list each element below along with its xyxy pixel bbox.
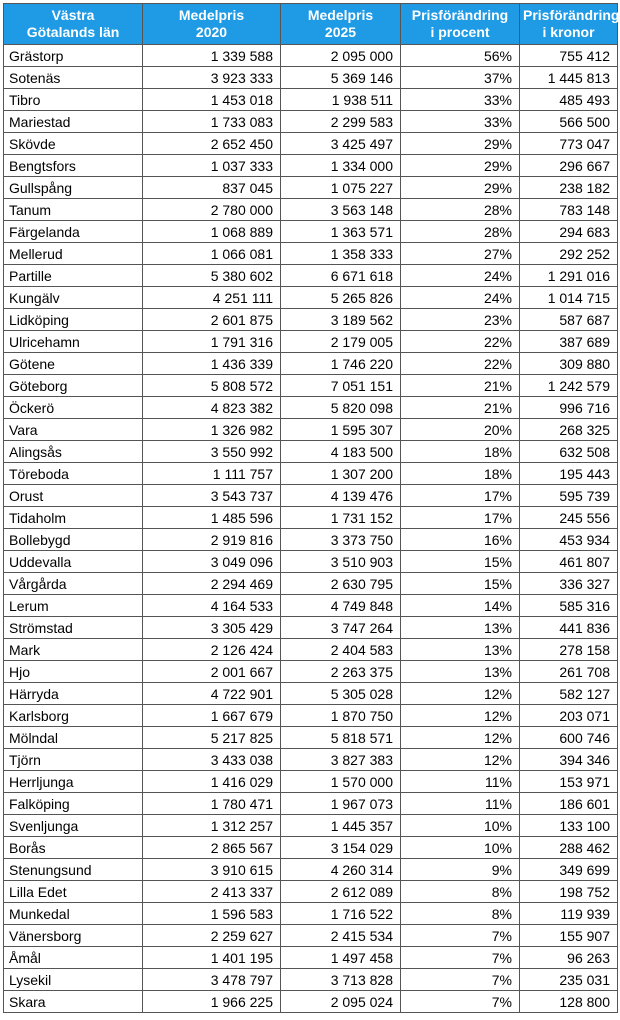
change-kronor-cell: 441 836 bbox=[520, 617, 618, 639]
table-row bbox=[4, 89, 618, 111]
table-row bbox=[4, 199, 618, 221]
table-row bbox=[4, 771, 618, 793]
avg-price-2020-cell: 4 164 533 bbox=[143, 595, 281, 617]
change-kronor-cell: 245 556 bbox=[520, 507, 618, 529]
municipality-cell: Bollebygd bbox=[4, 529, 143, 551]
table-row bbox=[4, 617, 618, 639]
header-avg-price-2020: Medelpris 2020 bbox=[143, 4, 281, 45]
change-percent-cell: 12% bbox=[401, 683, 520, 705]
change-kronor-cell: 582 127 bbox=[520, 683, 618, 705]
municipality-cell: Tanum bbox=[4, 199, 143, 221]
change-kronor-cell: 1 291 016 bbox=[520, 265, 618, 287]
avg-price-2020-cell: 1 416 029 bbox=[143, 771, 281, 793]
change-kronor-cell: 153 971 bbox=[520, 771, 618, 793]
table-row bbox=[4, 419, 618, 441]
table-row bbox=[4, 155, 618, 177]
municipality-cell: Götene bbox=[4, 353, 143, 375]
avg-price-2020-cell: 3 305 429 bbox=[143, 617, 281, 639]
table-row bbox=[4, 177, 618, 199]
avg-price-2025-cell: 3 425 497 bbox=[281, 133, 401, 155]
change-kronor-cell: 600 746 bbox=[520, 727, 618, 749]
avg-price-2025-cell: 1 731 152 bbox=[281, 507, 401, 529]
municipality-cell: Vara bbox=[4, 419, 143, 441]
change-kronor-cell: 309 880 bbox=[520, 353, 618, 375]
change-kronor-cell: 595 739 bbox=[520, 485, 618, 507]
avg-price-2025-cell: 5 820 098 bbox=[281, 397, 401, 419]
avg-price-2025-cell: 3 747 264 bbox=[281, 617, 401, 639]
change-kronor-cell: 996 716 bbox=[520, 397, 618, 419]
change-percent-cell: 15% bbox=[401, 551, 520, 573]
table-row bbox=[4, 485, 618, 507]
change-percent-cell: 56% bbox=[401, 45, 520, 67]
municipality-cell: Kungälv bbox=[4, 287, 143, 309]
avg-price-2025-cell: 1 870 750 bbox=[281, 705, 401, 727]
change-percent-cell: 15% bbox=[401, 573, 520, 595]
change-kronor-cell: 261 708 bbox=[520, 661, 618, 683]
change-percent-cell: 11% bbox=[401, 771, 520, 793]
change-percent-cell: 27% bbox=[401, 243, 520, 265]
table-row bbox=[4, 661, 618, 683]
header-municipality: Västra Götalands län bbox=[4, 4, 143, 45]
avg-price-2025-cell: 2 404 583 bbox=[281, 639, 401, 661]
avg-price-2020-cell: 2 780 000 bbox=[143, 199, 281, 221]
change-kronor-cell: 783 148 bbox=[520, 199, 618, 221]
municipality-cell: Mark bbox=[4, 639, 143, 661]
municipality-cell: Falköping bbox=[4, 793, 143, 815]
municipality-cell: Munkedal bbox=[4, 903, 143, 925]
avg-price-2025-cell: 1 716 522 bbox=[281, 903, 401, 925]
change-percent-cell: 9% bbox=[401, 859, 520, 881]
avg-price-2020-cell: 1 339 588 bbox=[143, 45, 281, 67]
avg-price-2020-cell: 1 326 982 bbox=[143, 419, 281, 441]
change-percent-cell: 8% bbox=[401, 903, 520, 925]
municipality-cell: Göteborg bbox=[4, 375, 143, 397]
change-kronor-cell: 453 934 bbox=[520, 529, 618, 551]
avg-price-2020-cell: 3 049 096 bbox=[143, 551, 281, 573]
change-percent-cell: 29% bbox=[401, 133, 520, 155]
avg-price-2025-cell: 3 827 383 bbox=[281, 749, 401, 771]
change-percent-cell: 33% bbox=[401, 111, 520, 133]
change-kronor-cell: 587 687 bbox=[520, 309, 618, 331]
table-row bbox=[4, 595, 618, 617]
avg-price-2025-cell: 1 967 073 bbox=[281, 793, 401, 815]
municipality-cell: Herrljunga bbox=[4, 771, 143, 793]
table-row bbox=[4, 133, 618, 155]
change-kronor-cell: 387 689 bbox=[520, 331, 618, 353]
change-percent-cell: 14% bbox=[401, 595, 520, 617]
avg-price-2020-cell: 1 037 333 bbox=[143, 155, 281, 177]
table-row bbox=[4, 111, 618, 133]
change-percent-cell: 7% bbox=[401, 925, 520, 947]
change-percent-cell: 23% bbox=[401, 309, 520, 331]
table-row bbox=[4, 705, 618, 727]
avg-price-2020-cell: 1 111 757 bbox=[143, 463, 281, 485]
avg-price-2020-cell: 837 045 bbox=[143, 177, 281, 199]
change-kronor-cell: 292 252 bbox=[520, 243, 618, 265]
change-percent-cell: 8% bbox=[401, 881, 520, 903]
table-row bbox=[4, 639, 618, 661]
municipality-cell: Mellerud bbox=[4, 243, 143, 265]
avg-price-2020-cell: 1 966 225 bbox=[143, 991, 281, 1013]
table-row bbox=[4, 397, 618, 419]
change-percent-cell: 13% bbox=[401, 617, 520, 639]
avg-price-2025-cell: 5 305 028 bbox=[281, 683, 401, 705]
table-row bbox=[4, 859, 618, 881]
municipality-cell: Gullspång bbox=[4, 177, 143, 199]
change-kronor-cell: 1 445 813 bbox=[520, 67, 618, 89]
avg-price-2025-cell: 7 051 151 bbox=[281, 375, 401, 397]
header-change-kronor: Prisförändring i kronor bbox=[520, 4, 618, 45]
avg-price-2025-cell: 2 299 583 bbox=[281, 111, 401, 133]
table-row bbox=[4, 881, 618, 903]
table-row bbox=[4, 925, 618, 947]
avg-price-2025-cell: 1 307 200 bbox=[281, 463, 401, 485]
table-row bbox=[4, 903, 618, 925]
change-kronor-cell: 1 242 579 bbox=[520, 375, 618, 397]
header-change-percent: Prisförändring i procent bbox=[401, 4, 520, 45]
change-percent-cell: 7% bbox=[401, 969, 520, 991]
change-kronor-cell: 155 907 bbox=[520, 925, 618, 947]
change-percent-cell: 10% bbox=[401, 837, 520, 859]
table-row bbox=[4, 441, 618, 463]
municipality-cell: Öckerö bbox=[4, 397, 143, 419]
table-row bbox=[4, 793, 618, 815]
table-row bbox=[4, 265, 618, 287]
avg-price-2025-cell: 5 818 571 bbox=[281, 727, 401, 749]
change-percent-cell: 11% bbox=[401, 793, 520, 815]
avg-price-2025-cell: 1 746 220 bbox=[281, 353, 401, 375]
change-kronor-cell: 349 699 bbox=[520, 859, 618, 881]
table-body bbox=[4, 45, 618, 1013]
avg-price-2025-cell: 2 095 000 bbox=[281, 45, 401, 67]
avg-price-2020-cell: 5 808 572 bbox=[143, 375, 281, 397]
avg-price-2020-cell: 2 919 816 bbox=[143, 529, 281, 551]
table-row bbox=[4, 551, 618, 573]
avg-price-2020-cell: 2 001 667 bbox=[143, 661, 281, 683]
municipality-cell: Mölndal bbox=[4, 727, 143, 749]
table-row bbox=[4, 573, 618, 595]
change-kronor-cell: 632 508 bbox=[520, 441, 618, 463]
avg-price-2025-cell: 6 671 618 bbox=[281, 265, 401, 287]
change-kronor-cell: 485 493 bbox=[520, 89, 618, 111]
change-kronor-cell: 238 182 bbox=[520, 177, 618, 199]
avg-price-2020-cell: 1 596 583 bbox=[143, 903, 281, 925]
avg-price-2020-cell: 1 780 471 bbox=[143, 793, 281, 815]
table-row bbox=[4, 463, 618, 485]
municipality-cell: Hjo bbox=[4, 661, 143, 683]
avg-price-2025-cell: 3 373 750 bbox=[281, 529, 401, 551]
change-kronor-cell: 461 807 bbox=[520, 551, 618, 573]
header-row bbox=[4, 4, 618, 45]
table-header bbox=[4, 4, 618, 45]
avg-price-2025-cell: 4 749 848 bbox=[281, 595, 401, 617]
avg-price-2025-cell: 1 497 458 bbox=[281, 947, 401, 969]
table-row bbox=[4, 947, 618, 969]
municipality-cell: Tibro bbox=[4, 89, 143, 111]
municipality-cell: Töreboda bbox=[4, 463, 143, 485]
change-kronor-cell: 336 327 bbox=[520, 573, 618, 595]
avg-price-2020-cell: 1 453 018 bbox=[143, 89, 281, 111]
price-table bbox=[3, 3, 618, 1013]
avg-price-2020-cell: 2 865 567 bbox=[143, 837, 281, 859]
change-kronor-cell: 294 683 bbox=[520, 221, 618, 243]
table-row bbox=[4, 749, 618, 771]
change-percent-cell: 12% bbox=[401, 705, 520, 727]
change-kronor-cell: 186 601 bbox=[520, 793, 618, 815]
change-kronor-cell: 566 500 bbox=[520, 111, 618, 133]
table-row bbox=[4, 683, 618, 705]
table-row bbox=[4, 375, 618, 397]
municipality-cell: Strömstad bbox=[4, 617, 143, 639]
municipality-cell: Uddevalla bbox=[4, 551, 143, 573]
avg-price-2020-cell: 4 823 382 bbox=[143, 397, 281, 419]
avg-price-2025-cell: 3 563 148 bbox=[281, 199, 401, 221]
municipality-cell: Åmål bbox=[4, 947, 143, 969]
avg-price-2020-cell: 2 126 424 bbox=[143, 639, 281, 661]
change-percent-cell: 22% bbox=[401, 353, 520, 375]
table-row bbox=[4, 837, 618, 859]
avg-price-2020-cell: 2 601 875 bbox=[143, 309, 281, 331]
change-percent-cell: 10% bbox=[401, 815, 520, 837]
avg-price-2020-cell: 1 066 081 bbox=[143, 243, 281, 265]
change-kronor-cell: 585 316 bbox=[520, 595, 618, 617]
municipality-cell: Stenungsund bbox=[4, 859, 143, 881]
table-row bbox=[4, 353, 618, 375]
table-row bbox=[4, 309, 618, 331]
municipality-cell: Lysekil bbox=[4, 969, 143, 991]
municipality-cell: Bengtsfors bbox=[4, 155, 143, 177]
avg-price-2025-cell: 4 183 500 bbox=[281, 441, 401, 463]
avg-price-2020-cell: 3 478 797 bbox=[143, 969, 281, 991]
table-row bbox=[4, 331, 618, 353]
avg-price-2025-cell: 1 938 511 bbox=[281, 89, 401, 111]
avg-price-2020-cell: 1 068 889 bbox=[143, 221, 281, 243]
change-kronor-cell: 198 752 bbox=[520, 881, 618, 903]
change-percent-cell: 22% bbox=[401, 331, 520, 353]
change-percent-cell: 21% bbox=[401, 375, 520, 397]
avg-price-2020-cell: 3 923 333 bbox=[143, 67, 281, 89]
avg-price-2025-cell: 3 713 828 bbox=[281, 969, 401, 991]
table-row bbox=[4, 67, 618, 89]
municipality-cell: Partille bbox=[4, 265, 143, 287]
avg-price-2025-cell: 2 612 089 bbox=[281, 881, 401, 903]
avg-price-2020-cell: 2 294 469 bbox=[143, 573, 281, 595]
municipality-cell: Skara bbox=[4, 991, 143, 1013]
change-percent-cell: 37% bbox=[401, 67, 520, 89]
change-kronor-cell: 773 047 bbox=[520, 133, 618, 155]
change-percent-cell: 7% bbox=[401, 947, 520, 969]
change-kronor-cell: 1 014 715 bbox=[520, 287, 618, 309]
avg-price-2020-cell: 1 312 257 bbox=[143, 815, 281, 837]
change-kronor-cell: 235 031 bbox=[520, 969, 618, 991]
table-row bbox=[4, 529, 618, 551]
table-row bbox=[4, 727, 618, 749]
avg-price-2020-cell: 3 910 615 bbox=[143, 859, 281, 881]
avg-price-2020-cell: 1 436 339 bbox=[143, 353, 281, 375]
avg-price-2025-cell: 4 260 314 bbox=[281, 859, 401, 881]
avg-price-2025-cell: 2 415 534 bbox=[281, 925, 401, 947]
change-percent-cell: 28% bbox=[401, 199, 520, 221]
municipality-cell: Svenljunga bbox=[4, 815, 143, 837]
avg-price-2025-cell: 5 369 146 bbox=[281, 67, 401, 89]
avg-price-2020-cell: 2 652 450 bbox=[143, 133, 281, 155]
avg-price-2025-cell: 5 265 826 bbox=[281, 287, 401, 309]
avg-price-2020-cell: 2 413 337 bbox=[143, 881, 281, 903]
municipality-cell: Härryda bbox=[4, 683, 143, 705]
avg-price-2020-cell: 1 791 316 bbox=[143, 331, 281, 353]
table-row bbox=[4, 991, 618, 1013]
avg-price-2020-cell: 4 251 111 bbox=[143, 287, 281, 309]
municipality-cell: Orust bbox=[4, 485, 143, 507]
avg-price-2025-cell: 1 334 000 bbox=[281, 155, 401, 177]
avg-price-2025-cell: 3 154 029 bbox=[281, 837, 401, 859]
municipality-cell: Färgelanda bbox=[4, 221, 143, 243]
municipality-cell: Lilla Edet bbox=[4, 881, 143, 903]
change-kronor-cell: 296 667 bbox=[520, 155, 618, 177]
avg-price-2020-cell: 3 550 992 bbox=[143, 441, 281, 463]
change-percent-cell: 12% bbox=[401, 727, 520, 749]
change-percent-cell: 17% bbox=[401, 507, 520, 529]
municipality-cell: Lerum bbox=[4, 595, 143, 617]
municipality-cell: Skövde bbox=[4, 133, 143, 155]
municipality-cell: Vänersborg bbox=[4, 925, 143, 947]
change-percent-cell: 12% bbox=[401, 749, 520, 771]
change-kronor-cell: 119 939 bbox=[520, 903, 618, 925]
municipality-cell: Tjörn bbox=[4, 749, 143, 771]
avg-price-2025-cell: 4 139 476 bbox=[281, 485, 401, 507]
change-kronor-cell: 133 100 bbox=[520, 815, 618, 837]
change-percent-cell: 16% bbox=[401, 529, 520, 551]
change-percent-cell: 24% bbox=[401, 287, 520, 309]
avg-price-2025-cell: 3 510 903 bbox=[281, 551, 401, 573]
change-kronor-cell: 288 462 bbox=[520, 837, 618, 859]
avg-price-2025-cell: 1 075 227 bbox=[281, 177, 401, 199]
avg-price-2025-cell: 1 445 357 bbox=[281, 815, 401, 837]
change-percent-cell: 13% bbox=[401, 639, 520, 661]
table-row bbox=[4, 507, 618, 529]
change-kronor-cell: 203 071 bbox=[520, 705, 618, 727]
price-table-container bbox=[3, 3, 618, 1013]
change-percent-cell: 7% bbox=[401, 991, 520, 1013]
avg-price-2025-cell: 2 095 024 bbox=[281, 991, 401, 1013]
avg-price-2025-cell: 2 263 375 bbox=[281, 661, 401, 683]
table-row bbox=[4, 243, 618, 265]
municipality-cell: Ulricehamn bbox=[4, 331, 143, 353]
change-kronor-cell: 195 443 bbox=[520, 463, 618, 485]
municipality-cell: Lidköping bbox=[4, 309, 143, 331]
table-row bbox=[4, 287, 618, 309]
change-percent-cell: 13% bbox=[401, 661, 520, 683]
municipality-cell: Karlsborg bbox=[4, 705, 143, 727]
avg-price-2025-cell: 1 358 333 bbox=[281, 243, 401, 265]
avg-price-2020-cell: 5 380 602 bbox=[143, 265, 281, 287]
avg-price-2020-cell: 3 543 737 bbox=[143, 485, 281, 507]
avg-price-2020-cell: 4 722 901 bbox=[143, 683, 281, 705]
change-percent-cell: 28% bbox=[401, 221, 520, 243]
change-percent-cell: 29% bbox=[401, 177, 520, 199]
avg-price-2020-cell: 3 433 038 bbox=[143, 749, 281, 771]
avg-price-2025-cell: 2 630 795 bbox=[281, 573, 401, 595]
avg-price-2020-cell: 1 485 596 bbox=[143, 507, 281, 529]
change-percent-cell: 33% bbox=[401, 89, 520, 111]
change-percent-cell: 29% bbox=[401, 155, 520, 177]
avg-price-2025-cell: 3 189 562 bbox=[281, 309, 401, 331]
change-kronor-cell: 755 412 bbox=[520, 45, 618, 67]
change-kronor-cell: 96 263 bbox=[520, 947, 618, 969]
change-kronor-cell: 278 158 bbox=[520, 639, 618, 661]
change-kronor-cell: 394 346 bbox=[520, 749, 618, 771]
avg-price-2025-cell: 2 179 005 bbox=[281, 331, 401, 353]
avg-price-2025-cell: 1 595 307 bbox=[281, 419, 401, 441]
avg-price-2025-cell: 1 363 571 bbox=[281, 221, 401, 243]
table-row bbox=[4, 969, 618, 991]
municipality-cell: Borås bbox=[4, 837, 143, 859]
change-percent-cell: 17% bbox=[401, 485, 520, 507]
avg-price-2020-cell: 5 217 825 bbox=[143, 727, 281, 749]
header-avg-price-2025: Medelpris 2025 bbox=[281, 4, 401, 45]
table-row bbox=[4, 221, 618, 243]
table-row bbox=[4, 45, 618, 67]
table-row bbox=[4, 815, 618, 837]
municipality-cell: Alingsås bbox=[4, 441, 143, 463]
avg-price-2020-cell: 1 733 083 bbox=[143, 111, 281, 133]
change-percent-cell: 24% bbox=[401, 265, 520, 287]
change-kronor-cell: 128 800 bbox=[520, 991, 618, 1013]
avg-price-2020-cell: 2 259 627 bbox=[143, 925, 281, 947]
change-kronor-cell: 268 325 bbox=[520, 419, 618, 441]
municipality-cell: Tidaholm bbox=[4, 507, 143, 529]
avg-price-2020-cell: 1 401 195 bbox=[143, 947, 281, 969]
change-percent-cell: 20% bbox=[401, 419, 520, 441]
avg-price-2025-cell: 1 570 000 bbox=[281, 771, 401, 793]
municipality-cell: Grästorp bbox=[4, 45, 143, 67]
municipality-cell: Sotenäs bbox=[4, 67, 143, 89]
change-percent-cell: 18% bbox=[401, 463, 520, 485]
avg-price-2020-cell: 1 667 679 bbox=[143, 705, 281, 727]
change-percent-cell: 18% bbox=[401, 441, 520, 463]
municipality-cell: Mariestad bbox=[4, 111, 143, 133]
municipality-cell: Vårgårda bbox=[4, 573, 143, 595]
change-percent-cell: 21% bbox=[401, 397, 520, 419]
